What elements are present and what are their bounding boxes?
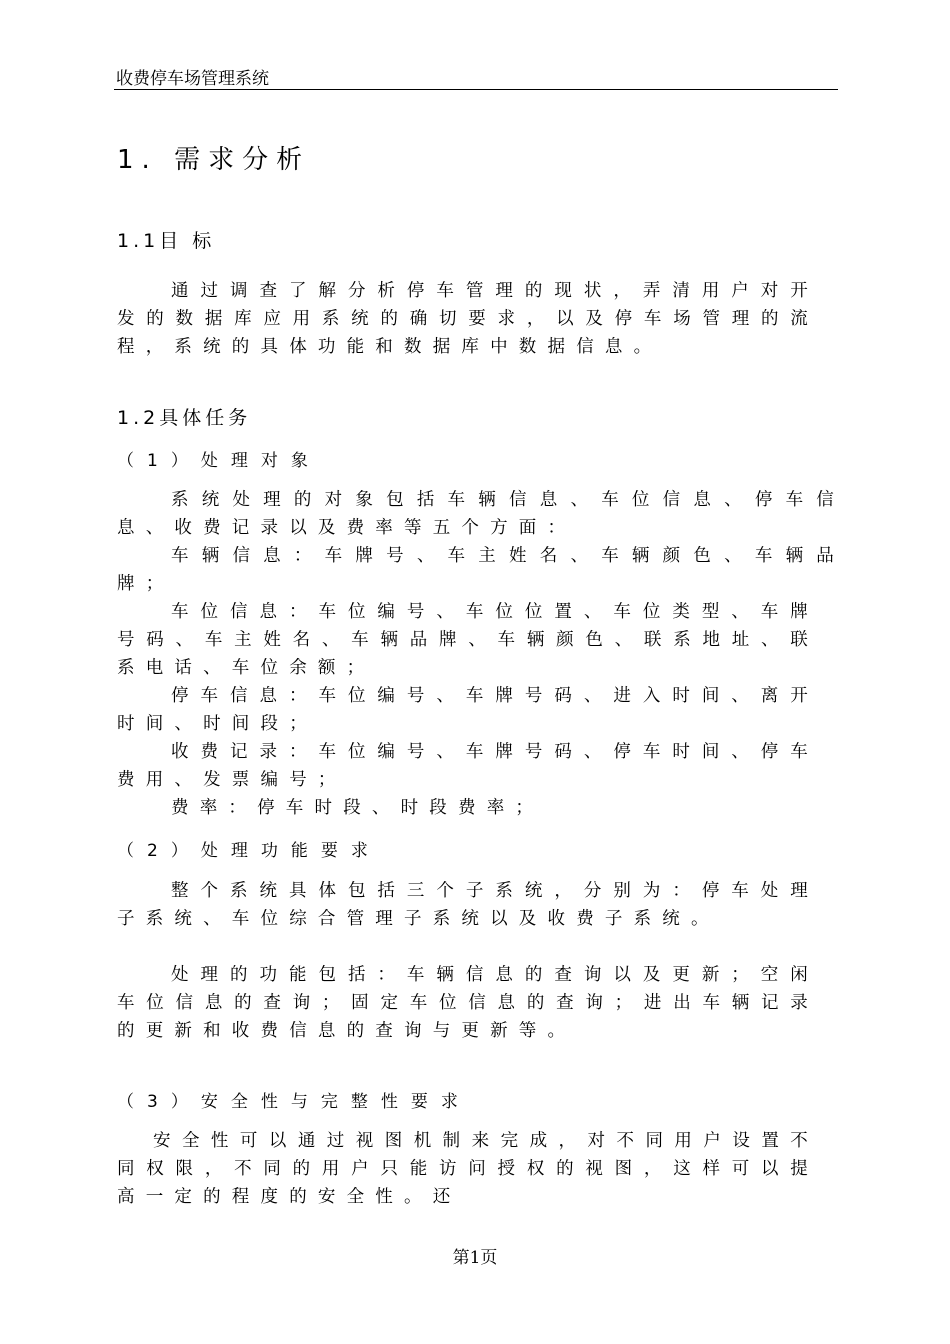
rate-paragraph: 费率：停车时段、时段费率； [171,798,545,818]
heading-tasks: 1.2具体任务 [117,407,252,429]
header-rule [114,89,838,90]
space-info-paragraph: 车位信息：车位编号、车位位置、车位类型、车牌号码、车主姓名、车辆品牌、车辆颜色、联系地址、联系电话、车位余额； [117,602,819,678]
objects-intro-paragraph: 系统处理的对象包括车辆信息、车位信息、停车信息、收费记录以及费率等五个方面： [117,490,845,538]
heading-functions: （2）处理功能要求 [117,841,381,861]
heading-goal: 1.1目 标 [117,230,216,252]
parking-info-paragraph: 停车信息：车位编号、车牌号码、进入时间、离开时间、时间段； [117,686,819,734]
page-number: 第1页 [452,1248,498,1268]
subsystems-paragraph: 整个系统具体包括三个子系统，分别为：停车处理子系统、车位综合管理子系统以及收费子系统。 [117,881,819,929]
functions-paragraph: 处理的功能包括：车辆信息的查询以及更新；空闲车位信息的查询；固定车位信息的查询；进出车辆记录的更新和收费信息的查询与更新等。 [117,965,819,1041]
running-header: 收费停车场管理系统 [116,69,269,89]
security-paragraph: 安全性可以通过视图机制来完成，对不同用户设置不同权限，不同的用户只能访问授权的视图，这样可以提高一定的程度的安全性。还 [117,1131,819,1207]
heading-objects: （1）处理对象 [117,451,321,471]
heading-requirements-analysis: 1. 需求分析 [117,145,311,175]
goal-paragraph: 通过调查了解分析停车管理的现状，弄清用户对开发的数据库应用系统的确切要求，以及停车场管理的流程，系统的具体功能和数据库中数据信息。 [117,281,819,357]
vehicle-info-paragraph: 车辆信息：车牌号、车主姓名、车辆颜色、车辆品牌； [117,546,845,594]
fee-record-paragraph: 收费记录：车位编号、车牌号码、停车时间、停车费用、发票编号； [117,742,819,790]
heading-security: （3）安全性与完整性要求 [117,1092,471,1112]
